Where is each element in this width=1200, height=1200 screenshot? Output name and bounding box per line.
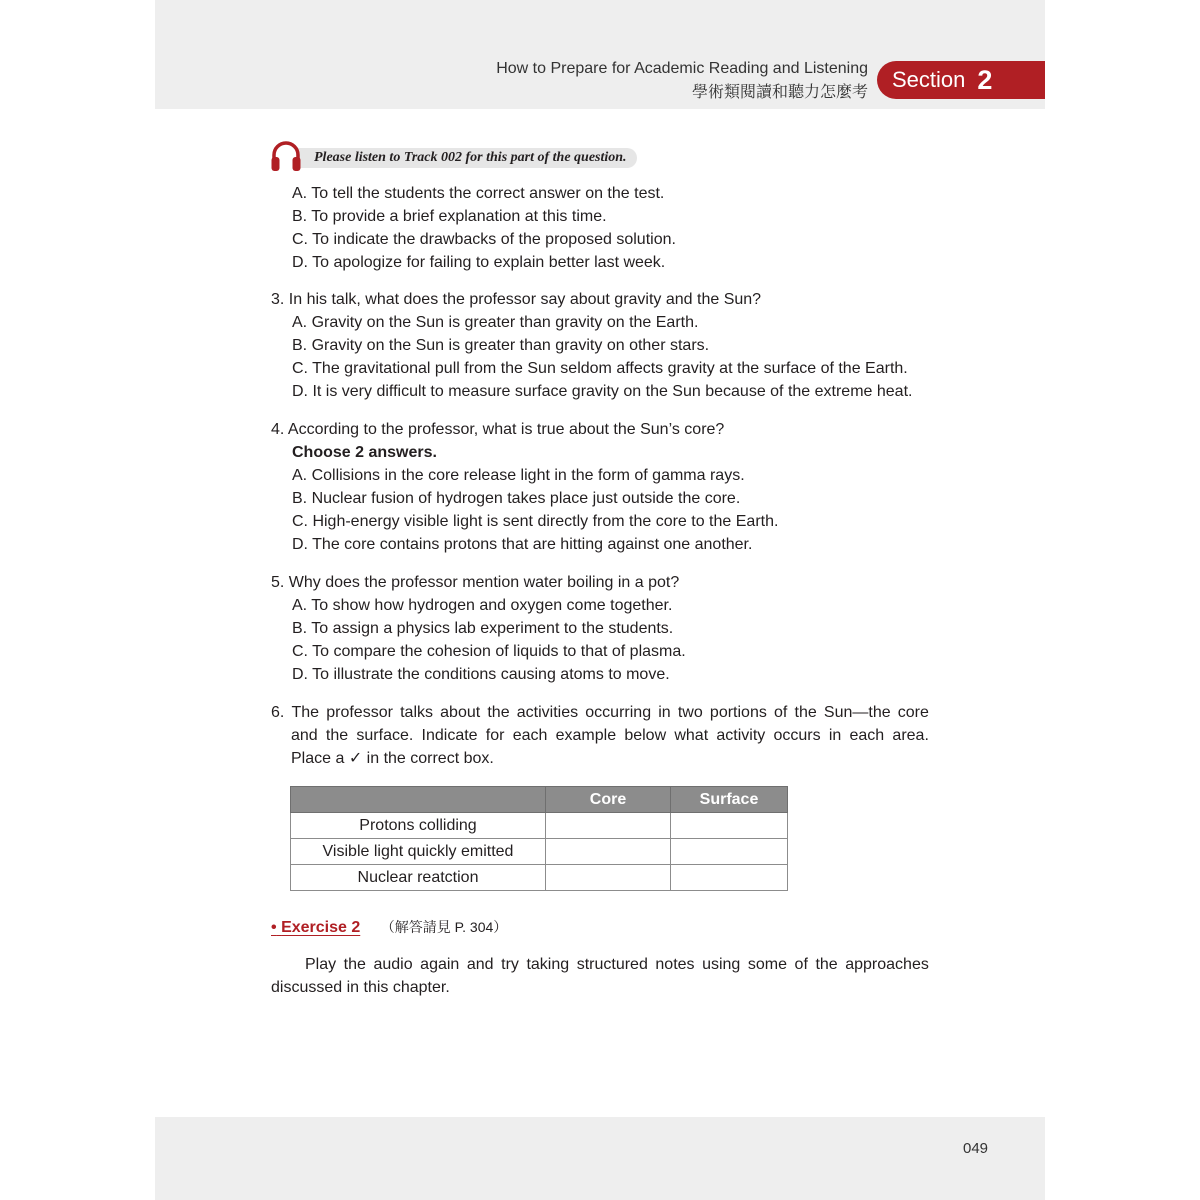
word: surface. [356,727,414,744]
word: some [747,956,787,973]
footer-band [155,1117,1045,1200]
section-number: 2 [977,64,993,95]
word: the [487,704,510,721]
word: the [325,727,349,744]
q2-option-b: B. To provide a brief explanation at this time. [292,208,607,225]
header-title-zh: 學術類閱讀和聽力怎麼考 [691,84,868,101]
word: the [343,956,366,973]
word: each [512,727,548,744]
q3-option-b: B. Gravity on the Sun is greater than gravity on other stars. [292,337,710,354]
word: of [774,704,788,721]
listen-prompt-row [270,138,670,174]
word: and [466,956,494,973]
word: of [794,956,808,973]
exercise-title-text: Exercise 2 [281,919,361,936]
word: approaches [845,956,929,973]
exercise-title [271,919,360,936]
word: activities [516,704,579,721]
q3-option-a: A. Gravity on the Sun is greater than gravity on the Earth. [292,314,699,331]
q6-question [271,701,929,770]
exercise-line-1 [271,953,929,976]
word: example [555,727,617,744]
q5-option-d: D. To illustrate the conditions causing atoms to move. [292,666,670,683]
q4-instruction: Choose 2 answers. [292,444,437,461]
word: each [849,727,885,744]
q4-option-c: C. High-energy visible light is sent directly from the core to the Earth. [292,513,779,530]
word: again [420,956,460,973]
exercise-line-2: discussed in this chapter. [271,979,450,996]
surface-checkbox-cell[interactable] [671,813,788,839]
table-header-blank [291,787,546,813]
word: 6. [271,704,285,721]
word: Indicate [421,727,478,744]
q3-option-c: C. The gravitational pull from the Sun seldom affects gravity at the surface of the Earth. [292,360,908,377]
word: taking [526,956,570,973]
word: notes [655,956,695,973]
table-row-label: Protons colliding [291,813,546,839]
table-row-label: Visible light quickly emitted [291,839,546,865]
word: structured [576,956,648,973]
word: using [702,956,741,973]
q4-option-d: D. The core contains protons that are hitting against one another. [292,536,753,553]
q2-option-a: A. To tell the students the correct answer on the test. [292,185,665,202]
surface-checkbox-cell[interactable] [671,839,788,865]
table-header-core: Core [546,787,671,813]
word: about [440,704,481,721]
q4-option-a: A. Collisions in the core release light in the form of gamma rays. [292,467,745,484]
table-row-label: Nuclear reatction [291,865,546,891]
word: what [674,727,709,744]
listen-prompt: Please listen to Track 002 for this part of the question. [296,148,637,168]
core-checkbox-cell[interactable] [546,813,671,839]
q5-option-c: C. To compare the cohesion of liquids to that of plasma. [292,643,686,660]
table-row [291,865,788,891]
word: two [677,704,703,721]
word: professor [326,704,393,721]
exercise-instructions [271,953,929,999]
q5-option-a: A. To show how hydrogen and oxygen come together. [292,597,673,614]
section-tab [877,61,1045,99]
q5-option-b: B. To assign a physics lab experiment to the students. [292,620,674,637]
q4-question: 4. According to the professor, what is true about the Sun’s core? [271,421,725,438]
q3-option-d: D. It is very difficult to measure surface gravity on the Sun because of the extreme heat. [292,383,913,400]
word: the [794,704,817,721]
word: in [658,704,671,721]
page-number: 049 [963,1140,989,1157]
table-header-row [291,787,788,813]
header-title-en: How to Prepare for Academic Reading and Listening [496,60,868,77]
table-header-surface: Surface [671,787,788,813]
word: Play [305,956,337,973]
book-page [155,0,1045,1200]
word: talks [400,704,433,721]
exercise-bullet: • [271,919,277,936]
word: occurring [585,704,652,721]
headphones-icon [270,138,302,174]
q6-line-2 [271,724,929,747]
q6-line-3: Place a ✓ in the correct box. [291,750,494,767]
word: and [291,727,318,744]
word: below [624,727,667,744]
word: activity [716,727,766,744]
q4-option-b: B. Nuclear fusion of hydrogen takes place just outside the core. [292,490,741,507]
word: core [897,704,929,721]
word: The [291,704,320,721]
word: portions [709,704,767,721]
word: occurs [773,727,821,744]
table-row [291,813,788,839]
q2-option-c: C. To indicate the drawbacks of the proposed solution. [292,231,676,248]
core-checkbox-cell[interactable] [546,865,671,891]
word: try [501,956,519,973]
exercise-answer-ref: （解答請見 P. 304） [380,919,508,935]
word: in [828,727,842,744]
q2-option-d: D. To apologize for failing to explain better last week. [292,254,666,271]
surface-checkbox-cell[interactable] [671,865,788,891]
table-row [291,839,788,865]
word: Sun—the [823,704,891,721]
word: audio [373,956,413,973]
q5-question: 5. Why does the professor mention water boiling in a pot? [271,574,680,591]
core-checkbox-cell[interactable] [546,839,671,865]
answer-table [290,786,788,891]
exercise-heading [271,917,507,938]
word: the [815,956,838,973]
section-label: Section [892,67,966,92]
q3-question: 3. In his talk, what does the professor say about gravity and the Sun? [271,291,762,308]
word: area. [892,727,929,744]
q6-line-1 [271,701,929,724]
word: for [485,727,505,744]
